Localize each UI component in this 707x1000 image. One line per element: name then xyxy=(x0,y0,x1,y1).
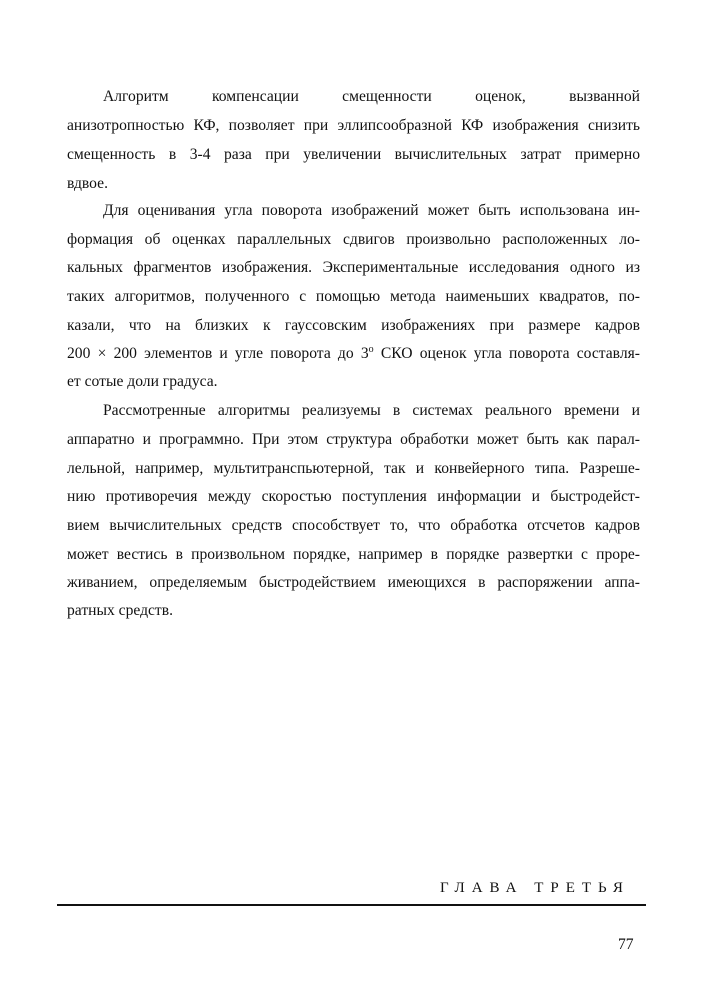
p3-line-5: вием вычислительных средств способствует то, что обработка отсчетов кадров xyxy=(67,517,640,534)
p3-line-1: Рассмотренные алгоритмы реализуемы в системах реального времени и xyxy=(103,402,640,419)
p2-line-6-post: СКО оценок угла поворота составля- xyxy=(373,345,640,362)
p3-line-7: живанием, определяемым быстродействием имеющихся в распоряжении аппа- xyxy=(67,574,640,591)
p1-line-3: смещенность в 3-4 раза при увеличении вычислительных затрат примерно xyxy=(67,146,640,163)
p2-line-3: кальных фрагментов изображения. Экспериментальные исследования одного из xyxy=(67,259,640,276)
degree-symbol: o xyxy=(368,344,374,355)
p2-line-7: ет сотые доли градуса. xyxy=(67,373,218,390)
p1-line-2: анизотропностью КФ, позволяет при эллипсообразной КФ изображения снизить xyxy=(67,117,640,134)
p3-line-4: нию противоречия между скоростью поступления информации и быстродейст- xyxy=(67,488,640,505)
page-number: 77 xyxy=(618,936,634,953)
p2-line-2: формация об оценках параллельных сдвигов произвольно расположенных ло- xyxy=(67,231,640,248)
p2-line-6-pre: 200 × 200 элементов и угле поворота до 3 xyxy=(67,345,369,362)
p3-line-8: ратных средств. xyxy=(67,602,174,619)
chapter-title: ГЛАВА ТРЕТЬЯ xyxy=(440,880,630,896)
p2-line-4: таких алгоритмов, полученного с помощью метода наименьших квадратов, по- xyxy=(67,288,640,305)
p2-line-6 xyxy=(67,344,640,364)
footer-rule xyxy=(57,904,646,906)
p3-line-2: аппаратно и программно. При этом структура обработки может быть как парал- xyxy=(67,431,640,448)
p2-line-5: казали, что на близких к гауссовским изображениях при размере кадров xyxy=(67,317,640,334)
p1-line-1: Алгоритм компенсации смещенности оценок, вызванной xyxy=(103,88,640,105)
p2-line-1: Для оценивания угла поворота изображений может быть использована ин- xyxy=(103,202,640,219)
p1-line-4: вдвое. xyxy=(67,175,108,192)
p3-line-3: лельной, например, мультитранспьютерной, так и конвейерного типа. Разреше- xyxy=(67,460,640,477)
p3-line-6: может вестись в произвольном порядке, например в порядке развертки с проре- xyxy=(67,546,640,563)
